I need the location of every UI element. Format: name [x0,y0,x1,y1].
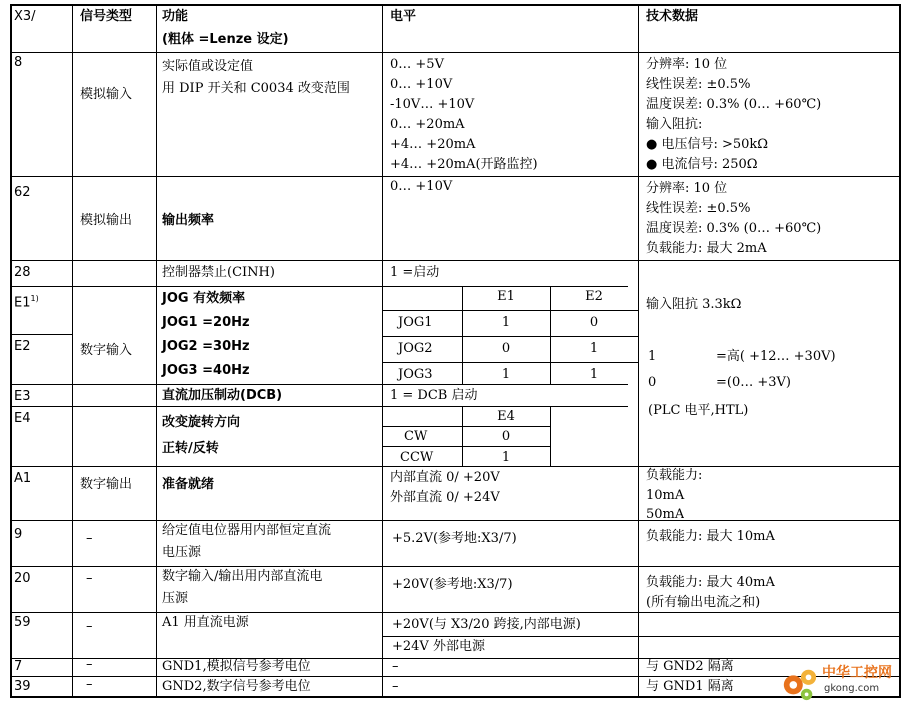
row-divider [10,466,900,467]
level-text: +20V(参考地:X3/7) [392,577,513,592]
tech-text: 10mA [646,488,685,503]
function-text: A1 用直流电源 [162,615,249,630]
signal-type: – [86,531,93,546]
jog-cell: 1 [501,315,511,330]
header-level: 电平 [390,9,417,24]
tech-text: 线性误差: ±0.5% [646,77,751,92]
tech-text: =高( +12… +30V) [716,349,836,364]
level-text: 0… +5V [390,57,444,72]
tech-text: 0 [648,375,657,390]
subtable-line [382,446,550,447]
jog-header-e2: E2 [585,289,603,304]
function-text: 电压源 [162,545,202,560]
tech-text: (PLC 电平,HTL) [648,403,749,418]
row-divider [10,676,900,677]
signal-type: 数字输出 [80,477,133,492]
col-divider [382,4,383,698]
level-text: 0… +20mA [390,117,465,132]
function-text: JOG1 =20Hz [162,315,250,330]
row-divider [10,566,900,567]
tech-text: 负载能力: [646,468,703,483]
col-divider [72,4,73,698]
signal-type: – [86,571,93,586]
pin-28: 28 [14,265,31,280]
tech-text: 温度误差: 0.3% (0… +60℃) [646,97,822,112]
tech-text: (所有输出电流之和) [646,595,761,610]
level-text: 外部直流 0/ +24V [390,490,500,505]
row-divider [10,520,900,521]
signal-type: 模拟输出 [80,213,133,228]
col-divider [638,4,639,698]
table-right-border [899,4,901,698]
tech-text: 1 [648,349,657,364]
level-text: 1 =启动 [390,265,440,280]
signal-type: – [86,677,93,692]
row-divider [10,52,900,53]
pin-e2: E2 [14,339,31,354]
row-divider [10,176,900,177]
pin-39: 39 [14,679,31,694]
function-text: GND1,模拟信号参考电位 [162,659,311,674]
level-text: +20V(与 X3/20 跨接,内部电源) [392,617,581,632]
tech-text: 分辨率: 10 位 [646,181,728,196]
level-text: – [392,659,399,674]
jog-row-label: JOG3 [398,367,433,382]
level-text: +5.2V(参考地:X3/7) [392,531,517,546]
level-text: – [392,679,399,694]
function-text: 直流加压制动(DCB) [162,388,283,403]
function-text: 准备就绪 [162,477,215,492]
tech-text: 50mA [646,507,685,520]
signal-type: 模拟输入 [80,87,133,102]
pin-20: 20 [14,571,31,586]
col-divider [156,4,157,698]
tech-text: 分辨率: 10 位 [646,57,728,72]
header-tech-data: 技术数据 [646,9,699,24]
jog-cell: 1 [589,367,599,382]
function-text: 压源 [162,591,189,606]
tech-text: 线性误差: ±0.5% [646,201,751,216]
subtable-line [382,310,638,311]
pin-e1: E1$^{1)}$ [14,294,39,311]
pin-59: 59 [14,615,31,630]
gear-icon [780,664,818,702]
dir-cell: 0 [501,429,511,444]
row-divider [10,406,628,407]
tech-text: =(0… +3V) [716,375,791,390]
function-text: JOG2 =30Hz [162,339,250,354]
watermark-title: 中华工控网 [822,665,892,681]
level-text: +4… +20mA(开路监控) [390,157,538,172]
row-divider [10,384,628,385]
function-text: 给定值电位器用内部恒定直流 [162,523,332,538]
jog-cell: 0 [589,315,599,330]
dir-row-label: CCW [400,450,434,465]
watermark-logo [780,662,900,706]
level-text: 内部直流 0/ +20V [390,470,500,485]
dir-row-label: CW [404,429,428,444]
level-text: 1 = DCB 启动 [390,388,478,403]
tech-text: 输入阻抗: [646,117,703,132]
tech-text: ● 电压信号: >50kΩ [646,137,769,152]
jog-row-label: JOG1 [398,315,433,330]
subtable-line [382,426,550,427]
pin-e3: E3 [14,389,31,404]
jog-header-e1: E1 [497,289,515,304]
signal-type: 数字输入 [80,343,133,358]
header-function-note: (粗体 =Lenze 设定) [162,32,289,47]
level-text: +4… +20mA [390,137,476,152]
row-divider [382,636,900,637]
level-text: -10V… +10V [390,97,475,112]
header-function: 功能 [162,9,189,24]
row-divider [10,612,900,613]
function-text: JOG3 =40Hz [162,363,250,378]
row-divider [10,658,900,659]
row-divider [10,260,900,261]
pin-e4: E4 [14,411,31,426]
jog-row-label: JOG2 [398,341,433,356]
tech-text: 负载能力: 最大 2mA [646,241,767,256]
table-top-border [10,4,900,6]
level-text: +24V 外部电源 [392,639,485,654]
row-divider [10,286,628,287]
pin-7: 7 [14,659,23,674]
signal-type: – [86,619,93,634]
function-text: 控制器禁止(CINH) [162,265,275,280]
function-text: 改变旋转方向 [162,415,241,430]
function-text: 用 DIP 开关和 C0034 改变范围 [162,81,350,96]
header-x3: X3/ [14,9,36,24]
function-text: JOG 有效频率 [162,291,246,306]
dir-cell: 1 [501,450,511,465]
pin-9: 9 [14,527,23,542]
level-text: 0… +10V [390,179,453,194]
row-divider [10,334,72,335]
pin-a1: A1 [14,471,32,486]
subtable-line [382,362,638,363]
header-signal-type: 信号类型 [80,9,133,24]
function-text: 数字输入/输出用内部直流电 [162,569,323,584]
dir-header-e4: E4 [497,409,515,424]
jog-cell: 1 [589,341,599,356]
table-bottom-border [10,696,900,698]
function-text: GND2,数字信号参考电位 [162,679,311,694]
jog-cell: 1 [501,367,511,382]
jog-cell: 0 [501,341,511,356]
function-text: 实际值或设定值 [162,59,254,74]
subtable-line [550,406,551,466]
signal-type: – [86,657,93,672]
tech-text: ● 电流信号: 250Ω [646,157,758,172]
watermark-url: gkong.com [824,683,880,694]
tech-text: 与 GND1 隔离 [646,679,734,694]
pin-62: 62 [14,185,31,200]
tech-text: 负载能力: 最大 10mA [646,529,775,544]
function-text: 输出频率 [162,213,215,228]
table-left-border [10,4,12,698]
function-text: 正转/反转 [162,441,219,456]
subtable-line [382,336,638,337]
pin-8: 8 [14,55,23,70]
tech-text: 温度误差: 0.3% (0… +60℃) [646,221,822,236]
level-text: 0… +10V [390,77,453,92]
tech-text: 输入阻抗 3.3kΩ [646,297,742,312]
tech-text: 负载能力: 最大 40mA [646,575,775,590]
tech-text: 与 GND2 隔离 [646,659,734,674]
